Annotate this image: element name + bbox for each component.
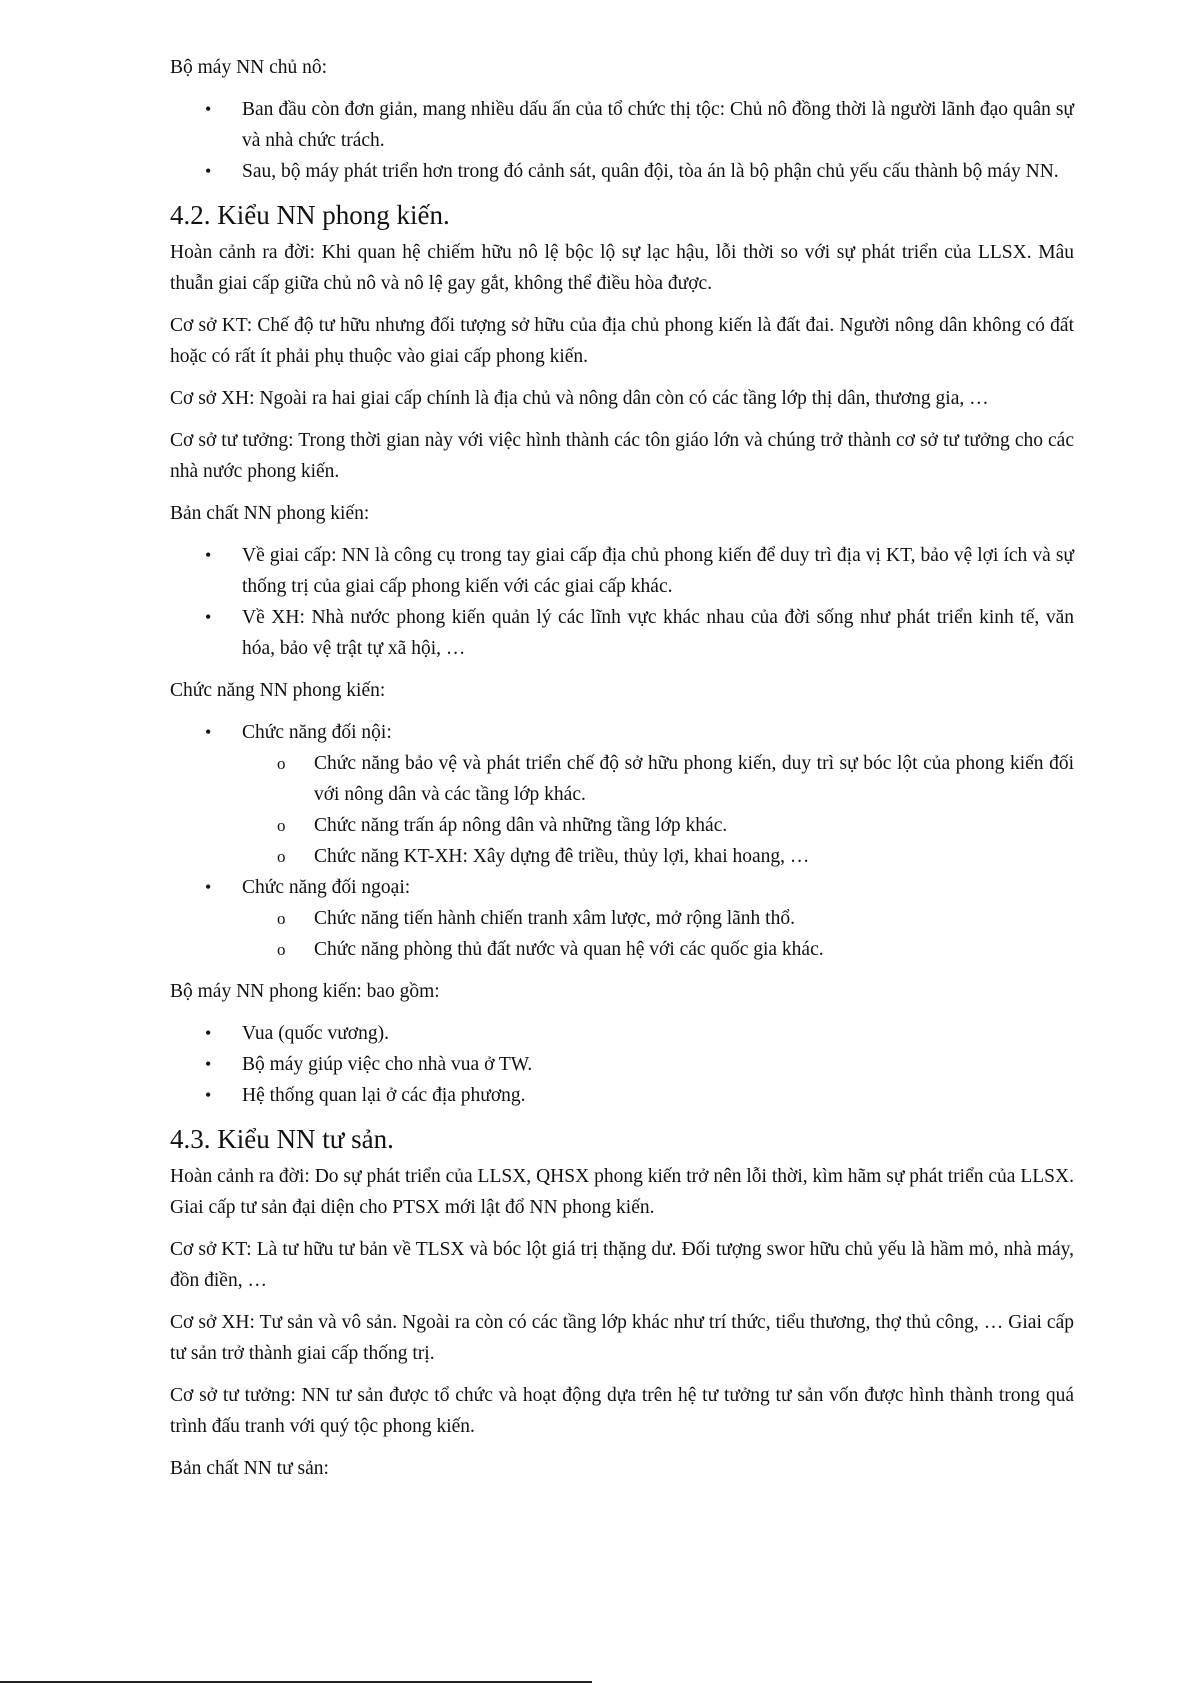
list-item: o Chức năng bảo vệ và phát triển chế độ sở hữu phong kiến, duy trì sự bóc lột của phong kiến đối với nông dân và các tầng lớp khác.	[242, 748, 1074, 810]
paragraph: Cơ sở tư tưởng: Trong thời gian này với việc hình thành các tôn giáo lớn và chúng trở thành cơ sở tư tưởng cho các nhà nước phong kiến.	[170, 430, 1074, 482]
circle-bullet-icon: o	[277, 940, 286, 959]
list-item: • Bộ máy giúp việc cho nhà vua ở TW.	[170, 1049, 1074, 1080]
footer-divider	[0, 1681, 592, 1683]
paragraph: Hoàn cảnh ra đời: Do sự phát triển của LLSX, QHSX phong kiến trở nên lỗi thời, kìm hãm sự phát triển của LLSX. Giai cấp tư sản đại diện cho PTSX mới lật đổ NN phong kiến.	[170, 1166, 1074, 1218]
bullet-icon: •	[205, 545, 212, 565]
list-item: o Chức năng phòng thủ đất nước và quan hệ với các quốc gia khác.	[242, 934, 1074, 965]
internal-function-list	[242, 748, 1074, 872]
list-item: • Ban đầu còn đơn giản, mang nhiều dấu ấn của tổ chức thị tộc: Chủ nô đồng thời là người lãnh đạo quân sự và nhà chức trách.	[170, 94, 1074, 156]
circle-bullet-icon: o	[277, 754, 286, 773]
function-bullet-list	[170, 717, 1074, 965]
list-item: o Chức năng tiến hành chiến tranh xâm lược, mở rộng lãnh thổ.	[242, 903, 1074, 934]
paragraph: Cơ sở tư tưởng: NN tư sản được tổ chức và hoạt động dựa trên hệ tư tưởng tư sản vốn được hình thành trong quá trình đấu tranh với quý tộc phong kiến.	[170, 1385, 1074, 1437]
intro-bullet-list	[170, 94, 1074, 187]
list-item: • Về giai cấp: NN là công cụ trong tay giai cấp địa chủ phong kiến để duy trì địa vị KT, bảo vệ lợi ích và sự thống trị của giai cấp phong kiến với các giai cấp khác.	[170, 540, 1074, 602]
external-function-list	[242, 903, 1074, 965]
bullet-icon: •	[205, 877, 212, 897]
list-item: • Về XH: Nhà nước phong kiến quản lý các lĩnh vực khác nhau của đời sống như phát triển kinh tế, văn hóa, bảo vệ trật tự xã hội, …	[170, 602, 1074, 664]
intro-heading: Bộ máy NN chủ nô:	[170, 57, 328, 78]
list-item: o Chức năng KT-XH: Xây dựng đê triều, thủy lợi, khai hoang, …	[242, 841, 1074, 872]
bullet-icon: •	[205, 99, 212, 119]
list-item: • Chức năng đối nội: o Chức năng bảo vệ và phát triển chế độ sở hữu phong kiến, duy trì sự bóc lột của phong kiến đối với nông dân và các tầng lớp khác. o Chức năng trấn áp nông dân và những tầng lớp khác. o Chức năng KT-XH: Xây dựng đê triều, thủy lợi, khai hoang, …	[170, 717, 1074, 872]
bullet-icon: •	[205, 722, 212, 742]
paragraph: Cơ sở KT: Là tư hữu tư bản về TLSX và bóc lột giá trị thặng dư. Đối tượng swor hữu chủ yếu là hầm mỏ, nhà máy, đồn điền, …	[170, 1239, 1074, 1291]
list-item: • Chức năng đối ngoại: o Chức năng tiến hành chiến tranh xâm lược, mở rộng lãnh thổ. o Chức năng phòng thủ đất nước và quan hệ với các quốc gia khác.	[170, 872, 1074, 965]
paragraph: Cơ sở KT: Chế độ tư hữu nhưng đối tượng sở hữu của địa chủ phong kiến là đất đai. Người nông dân không có đất hoặc có rất ít phải phụ thuộc vào giai cấp phong kiến.	[170, 315, 1074, 367]
circle-bullet-icon: o	[277, 816, 286, 835]
bullet-icon: •	[205, 1023, 212, 1043]
bullet-icon: •	[205, 607, 212, 627]
list-item: • Sau, bộ máy phát triển hơn trong đó cảnh sát, quân đội, tòa án là bộ phận chủ yếu cấu thành bộ máy NN.	[170, 156, 1074, 187]
circle-bullet-icon: o	[277, 847, 286, 866]
apparatus-bullet-list	[170, 1018, 1074, 1111]
bullet-icon: •	[205, 1085, 212, 1105]
list-item: • Hệ thống quan lại ở các địa phương.	[170, 1080, 1074, 1111]
paragraph: Hoàn cảnh ra đời: Khi quan hệ chiếm hữu nô lệ bộc lộ sự lạc hậu, lỗi thời so với sự phát triển của LLSX. Mâu thuẫn giai cấp giữa chủ nô và nô lệ gay gắt, không thể điều hòa được.	[170, 242, 1074, 294]
bullet-icon: •	[205, 161, 212, 181]
section-4-2-title: 4.2. Kiểu NN phong kiến.	[170, 200, 450, 230]
document-page	[170, 52, 1074, 1495]
list-item: o Chức năng trấn áp nông dân và những tầng lớp khác.	[242, 810, 1074, 841]
circle-bullet-icon: o	[277, 909, 286, 928]
nature-bullet-list	[170, 540, 1074, 664]
list-item: • Vua (quốc vương).	[170, 1018, 1074, 1049]
function-heading: Chức năng NN phong kiến:	[170, 680, 386, 701]
paragraph: Cơ sở XH: Ngoài ra hai giai cấp chính là địa chủ và nông dân còn có các tầng lớp thị dân, thương gia, …	[170, 388, 989, 409]
paragraph: Cơ sở XH: Tư sản và vô sản. Ngoài ra còn có các tầng lớp khác như trí thức, tiểu thương, thợ thủ công, … Giai cấp tư sản trở thành giai cấp thống trị.	[170, 1312, 1074, 1364]
nature-heading: Bản chất NN phong kiến:	[170, 503, 370, 524]
section-4-3-title: 4.3. Kiểu NN tư sản.	[170, 1124, 394, 1154]
apparatus-heading: Bộ máy NN phong kiến: bao gồm:	[170, 981, 440, 1002]
bourgeois-nature-heading: Bản chất NN tư sản:	[170, 1458, 329, 1479]
bullet-icon: •	[205, 1054, 212, 1074]
